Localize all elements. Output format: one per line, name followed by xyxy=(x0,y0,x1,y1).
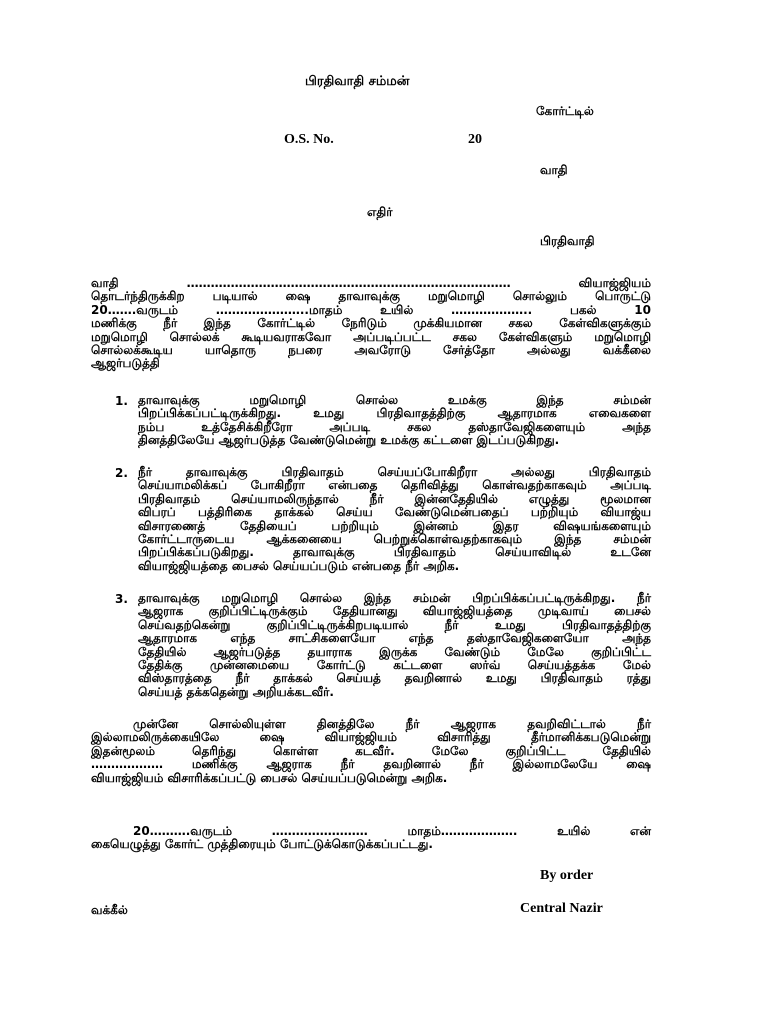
closing-line: இல்லாமலிருக்கையிலே ஷை வியாஜ்ஜியம் விசாரித்து தீர்மானிக்கபடுமென்று xyxy=(91,730,651,745)
item-line: நீர் தாவாவுக்கு பிரதிவாதம் செய்யப்போகிறீரா அல்லது பிரதிவாதம் xyxy=(138,465,651,479)
intro-line: மணிக்கு நீர் இந்த கோர்ட்டில் நேரிடும் முக்கியமான சகல கேள்விகளுக்கும் xyxy=(91,316,651,331)
list-item xyxy=(138,466,651,573)
item-line: செய்யாமலிக்கப் போகிறீரா என்பதை தெரிவித்து கொள்வதற்காகவும் அப்படி xyxy=(138,478,651,493)
by-order-label: By order xyxy=(540,868,594,883)
item-line: விசாரணைத் தேதியைப் பற்றியும் இன்னம் இதர விஷயங்களையும் xyxy=(138,518,651,533)
closing-line: ……………… மணிக்கு ஆஜராக நீர் தவறினால் நீர் இல்லாமலேயே ஷை xyxy=(91,757,651,772)
court-label: கோர்ட்டில் xyxy=(536,104,594,118)
item-line: பிறப்பிக்கப்பட்டிருக்கிறது. உமது பிரதிவாதத்திற்கு ஆதாரமாக எவைகளை xyxy=(138,406,651,421)
central-nazir-label: Central Nazir xyxy=(520,901,603,916)
item-line: செய்யத் தக்கதென்று அறியக்கடவீர். xyxy=(138,684,334,699)
item-line: கோர்ட்டாருடைய ஆக்கனையை பெற்றுக்கொள்வதற்காகவும் இந்த சம்மன் xyxy=(138,532,651,547)
closing-paragraph xyxy=(91,718,651,785)
date-paragraph xyxy=(91,825,651,852)
intro-line: மறுமொழி சொல்லக் கூடியவராகவோ அப்படிப்பட்ட சகல கேள்விகளும் மறுமொழி xyxy=(91,329,651,344)
date-line: கையெழுத்து கோர்ட் முத்திரையும் போட்டுக்கொடுக்கப்பட்டது. xyxy=(91,837,433,852)
item-line: தேதியில் ஆஜர்படுத்த தயாராக இருக்க வேண்டும் மேலே குறிப்பிட்ட xyxy=(138,644,651,659)
item-line: தினத்திலேயே ஆஜர்படுத்த வேண்டுமென்று உமக்கு கட்டளை இடப்படுகிறது. xyxy=(138,433,560,448)
list-item xyxy=(138,394,651,448)
item-line: தாவாவுக்கு மறுமொழி சொல்ல உமக்கு இந்த சம்மன் xyxy=(138,393,651,407)
item-line: விபரப் பத்திரிகை தாக்கல் செய்ய வேண்டுமென்பதைப் பற்றியும் வியாஜ்ய xyxy=(138,505,651,520)
intro-line: 20…….வருடம் …………………..மாதம் உயில் ……………….. பகல் 10 xyxy=(91,302,651,317)
plaintiff-label: வாதி xyxy=(540,163,568,177)
item-line: ஆதாரமாக எந்த சாட்சிகளையோ எந்த தஸ்தாவேஜிகளையோ அந்த xyxy=(138,631,651,646)
intro-line: ஆஜர்படுத்தி xyxy=(91,356,160,371)
date-line: 20……….வருடம் …………………… மாதம்………………. உயில் என் xyxy=(133,824,651,838)
item-line: செய்வதற்கென்று குறிப்பிட்டிருக்கிறபடியால் நீர் உமது பிரதிவாதத்திற்கு xyxy=(138,617,651,632)
intro-line: சொல்லக்கூடிய யாதொரு நபரை அவரோடு சேர்த்தோ அல்லது வக்கீலை xyxy=(91,343,651,358)
os-number-label: O.S. No. xyxy=(284,132,334,147)
item-line: வியாஜ்ஜியத்தை பைசல் செய்யப்படும் என்பதை நீர் அறிக. xyxy=(138,558,460,573)
closing-line: முன்னே சொல்லியுள்ள தினத்திலே நீர் ஆஜராக தவறிவிட்டால் நீர் xyxy=(133,717,651,731)
item-number: 2. xyxy=(115,466,128,480)
intro-line: வாதி ……………………………………………………………………… வியாஜ்ஜியம் xyxy=(91,276,651,290)
defendant-label: பிரதிவாதி xyxy=(540,234,595,248)
item-line: தாவாவுக்கு மறுமொழி சொல்ல இந்த சம்மன் பிறப்பிக்கப்பட்டிருக்கிறது. நீர் xyxy=(138,591,651,605)
item-line: பிரதிவாதம் செய்யாமலிருந்தால் நீர் இன்னதேதியில் எழுத்து மூலமான xyxy=(138,491,651,506)
item-number: 1. xyxy=(115,394,128,408)
year-label: 20 xyxy=(468,132,482,147)
item-line: ஆஜராக குறிப்பிட்டிருக்கும் தேதியானது வியாஜ்ஜியத்தை முடிவாய் பைசல் xyxy=(138,604,651,619)
intro-line: தொடர்ந்திருக்கிற படியால் ஷை தாவாவுக்கு மறுமொழி சொல்லும் பொருட்டு xyxy=(91,289,651,304)
closing-line: இதன்மூலம் தெரிந்து கொள்ள கடவீர். மேலே குறிப்பிட்ட தேதியில் xyxy=(91,743,651,758)
advocate-label: வக்கீல் xyxy=(91,903,128,917)
item-number: 3. xyxy=(115,592,128,606)
versus-label: எதிர் xyxy=(367,205,393,219)
document-title: பிரதிவாதி சம்மன் xyxy=(305,74,410,89)
item-line: தேதிக்கு முன்னமையை கோர்ட்டு கட்டளை ஸர்வ் செய்யத்தக்க மேல் xyxy=(138,658,651,673)
item-line: விஸ்தாரத்தை நீர் தாக்கல் செய்யத் தவறினால் உமது பிரதிவாதம் ரத்து xyxy=(138,671,651,686)
intro-paragraph xyxy=(91,277,651,371)
item-line: பிறப்பிக்கப்படுகிறது. தாவாவுக்கு பிரதிவாதம் செய்யாவிடில் உடனே xyxy=(138,545,651,560)
closing-line: வியாஜ்ஜியம் விசாரிக்கப்பட்டு பைசல் செய்யப்படுமென்று அறிக. xyxy=(91,770,448,785)
list-item xyxy=(138,592,651,699)
item-line: நம்ப உத்தேசிக்கிறீரோ அப்படி சகல தஸ்தாவேஜிகளையும் அந்த xyxy=(138,419,651,434)
